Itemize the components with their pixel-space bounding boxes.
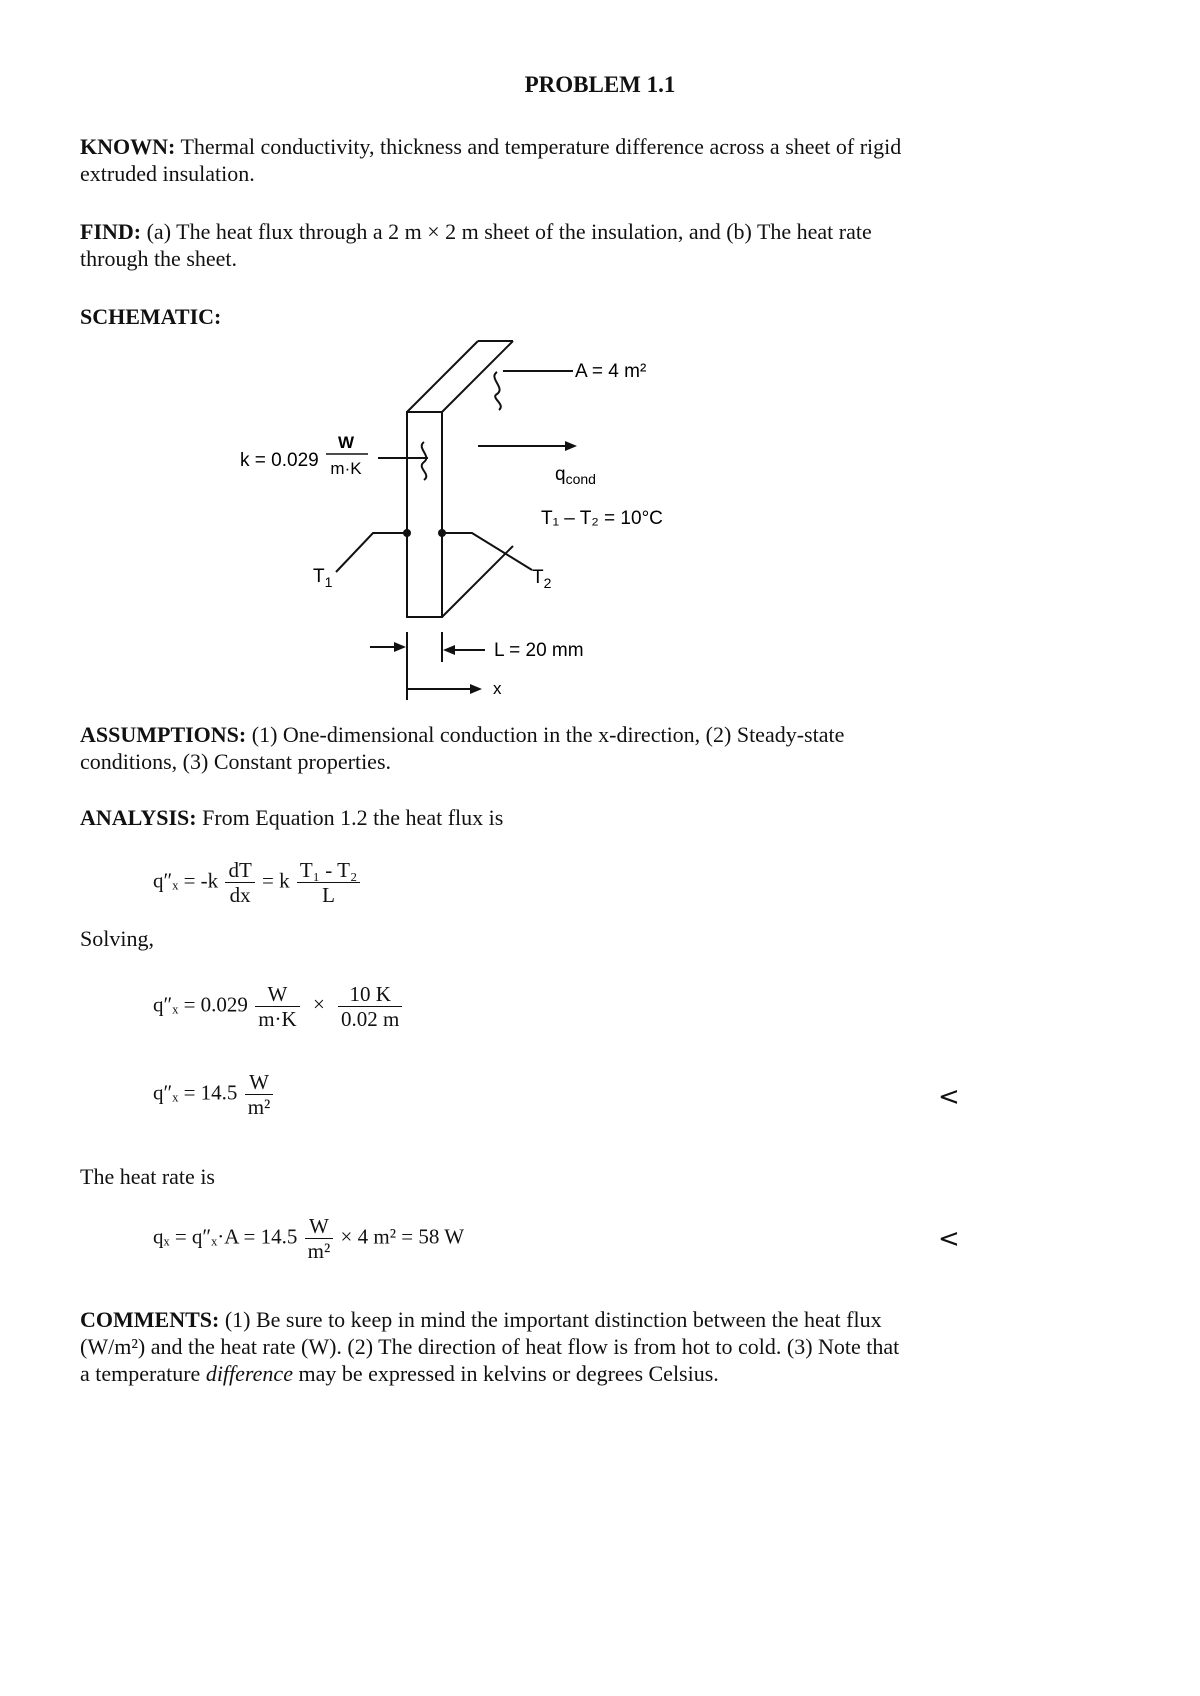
comments-line-3 [80,1360,719,1388]
comments-text-3a: a temperature [80,1361,206,1386]
break-mark-top [494,372,500,410]
eq3-unit-den: m² [247,1095,271,1119]
eq2-fraction-num: 10 K [338,982,402,1007]
k-unit-den: m·K [330,459,362,478]
eq4-unit-num: W [305,1214,334,1239]
find-line-2: through the sheet. [80,246,238,271]
assumptions-line-2: conditions, (3) Constant properties. [80,749,392,774]
x-axis-arrow-head [470,684,482,694]
eq1-mid: = k [262,868,290,893]
assumptions-label: ASSUMPTIONS: [80,722,247,747]
answer-mark-flux: < [938,1082,960,1112]
equation-heat-flux-result [153,1070,275,1119]
assumptions-line-1 [80,721,844,749]
equation-fourier-law [153,858,362,907]
comments-label: COMMENTS: [80,1307,220,1332]
eq2-fraction-den: 0.02 m [341,1007,400,1031]
comments-line-1 [80,1306,882,1334]
eq1-fraction-den: L [322,883,335,907]
eq1-derivative [225,858,254,907]
eq2-unit-num: W [255,982,300,1007]
known-line-2: extruded insulation. [80,161,255,186]
eq4-rhs: × 4 m² = 58 W [340,1224,465,1249]
slab-bottom-diag [442,546,513,617]
known-label: KNOWN: [80,134,176,159]
t2-point [438,529,446,537]
eq3-unit-num: W [245,1070,274,1095]
solving-text: Solving, [80,926,154,951]
eq1-derivative-den: dx [229,883,251,907]
analysis-line [80,804,503,832]
eq3-lhs: q″ₓ = 14.5 [153,1080,238,1105]
schematic-label: SCHEMATIC: [80,304,222,329]
eq1-fraction [297,858,360,907]
eq1-fraction-num: T₁ - T₂ [297,858,360,883]
equation-heat-rate-result [153,1214,464,1263]
answer-mark-rate: < [938,1224,960,1254]
analysis-label: ANALYSIS: [80,805,197,830]
t2-leader-line [442,533,532,570]
analysis-text: From Equation 1.2 the heat flux is [202,805,504,830]
k-unit-num: W [337,433,355,452]
comments-text-3b: may be expressed in kelvins or degrees Celsius. [292,1361,719,1386]
eq3-unit [245,1070,274,1119]
equation-substitution [153,982,404,1031]
comments-line-2: (W/m²) and the heat rate (W). (2) The direction of heat flow is from hot to cold. (3) Note that [80,1334,900,1359]
break-mark-side [422,442,427,480]
q-arrow-head [565,441,577,451]
t2-label: $T_2$ [532,567,552,591]
eq2-lhs: q″ₓ = 0.029 [153,992,248,1017]
area-label: A = 4 m² [575,361,647,382]
find-text-1: (a) The heat flux through a 2 m × 2 m sheet of the insulation, and (b) The heat rate [146,219,872,244]
delta-t-label: T₁ – T₂ = 10°C [541,508,663,529]
dimension-arrow-right-head [443,645,455,655]
heat-rate-text: The heat rate is [80,1164,215,1189]
problem-title: PROBLEM 1.1 [524,72,676,97]
thickness-label: L = 20 mm [494,640,584,661]
eq2-unit-den: m·K [258,1007,297,1031]
comments-text-1: (1) Be sure to keep in mind the important distinction between the heat flux [224,1307,882,1332]
q-cond-label: $q_{cond}$ [555,464,596,487]
slab-top-edge-right [442,341,513,412]
x-axis-label: x [493,679,502,698]
eq4-lhs: qₓ = q″ₓ·A = 14.5 [153,1224,298,1249]
t1-leader-line [336,533,407,572]
eq1-derivative-num: dT [225,858,254,883]
eq4-unit [305,1214,334,1263]
eq1-lhs: q″ₓ = -k [153,868,219,893]
eq2-fraction [338,982,402,1031]
t1-label: $T_1$ [313,566,333,590]
k-label: k = 0.029 [240,450,319,471]
known-text-1: Thermal conductivity, thickness and temperature difference across a sheet of rigid [180,134,902,159]
t1-point [403,529,411,537]
comments-emphasis: difference [205,1361,293,1386]
eq4-unit-den: m² [307,1239,331,1263]
eq2-unit [255,982,300,1031]
dimension-arrow-left-head [394,642,406,652]
assumptions-text-1: (1) One-dimensional conduction in the x-direction, (2) Steady-state [251,722,845,747]
eq2-times: × [312,992,325,1017]
slab-top-edge-left [407,341,478,412]
find-label: FIND: [80,219,142,244]
